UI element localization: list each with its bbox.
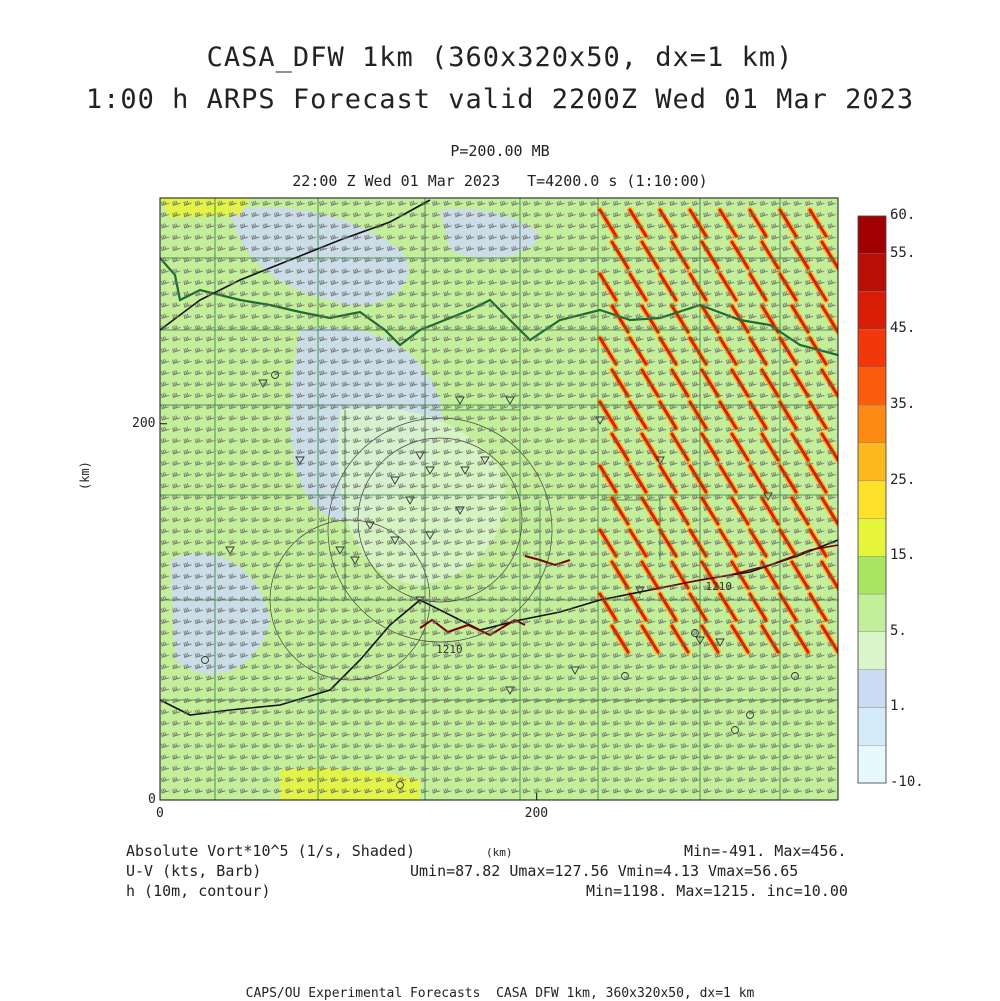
field2-name: U-V (kts, Barb) (126, 862, 262, 880)
x-axis-unit: (km) (486, 846, 513, 859)
colorbar-swatch (858, 329, 886, 367)
colorbar-swatch (858, 518, 886, 556)
colorbar-swatch (858, 707, 886, 745)
colorbar-label: 15. (890, 547, 916, 564)
colorbar-label: 5. (890, 622, 907, 639)
field1-stats: Min=-491. Max=456. (684, 842, 847, 860)
title-line-1: CASA_DFW 1km (360x320x50, dx=1 km) (206, 42, 794, 73)
colorbar-swatch (858, 216, 886, 254)
colorbar-swatch (858, 632, 886, 670)
colorbar-swatch (858, 481, 886, 519)
field2-stats: Umin=87.82 Umax=127.56 Vmin=4.13 Vmax=56.65 (410, 862, 799, 880)
pressure-level: P=200.00 MB (450, 142, 550, 160)
colorbar-swatch (858, 405, 886, 443)
colorbar-swatch (858, 670, 886, 708)
colorbar-swatch (858, 745, 886, 783)
colorbar-label: 1. (890, 698, 907, 715)
x-tick-label: 0 (156, 806, 164, 821)
colorbar-swatch (858, 443, 886, 481)
colorbar-label: 45. (890, 320, 916, 337)
colorbar-label: 35. (890, 396, 916, 412)
contour-label: 1210 (705, 580, 732, 594)
colorbar-label: -10. (890, 774, 924, 790)
valid-time: 22:00 Z Wed 01 Mar 2023 T=4200.0 s (1:10:00) (292, 172, 708, 190)
vorticity-field (160, 198, 838, 800)
field3-name: h (10m, contour) (126, 882, 271, 900)
credit-line: CAPS/OU Experimental Forecasts CASA DFW 1km, 360x320x50, dx=1 km (245, 986, 755, 1001)
colorbar-label: 55. (890, 244, 916, 261)
colorbar-swatch (858, 367, 886, 405)
contour-label: 1210 (436, 642, 463, 656)
x-tick-label: 200 (524, 806, 549, 821)
colorbar (858, 216, 886, 783)
y-tick-label: 200 (132, 415, 156, 431)
title-line-2: 1:00 h ARPS Forecast valid 2200Z Wed 01 Mar 2023 (85, 84, 915, 115)
colorbar-swatch (858, 254, 886, 292)
y-tick-label: 0 (148, 792, 156, 807)
colorbar-swatch (858, 292, 886, 330)
colorbar-swatch (858, 594, 886, 632)
colorbar-swatch (858, 556, 886, 594)
field1-name: Absolute Vort*10^5 (1/s, Shaded) (126, 842, 415, 860)
wind-barbs (160, 198, 838, 800)
y-axis-unit: (km) (78, 461, 92, 490)
field3-stats: Min=1198. Max=1215. inc=10.00 (586, 882, 848, 900)
colorbar-label: 60. (890, 207, 916, 223)
colorbar-label: 25. (890, 471, 916, 488)
